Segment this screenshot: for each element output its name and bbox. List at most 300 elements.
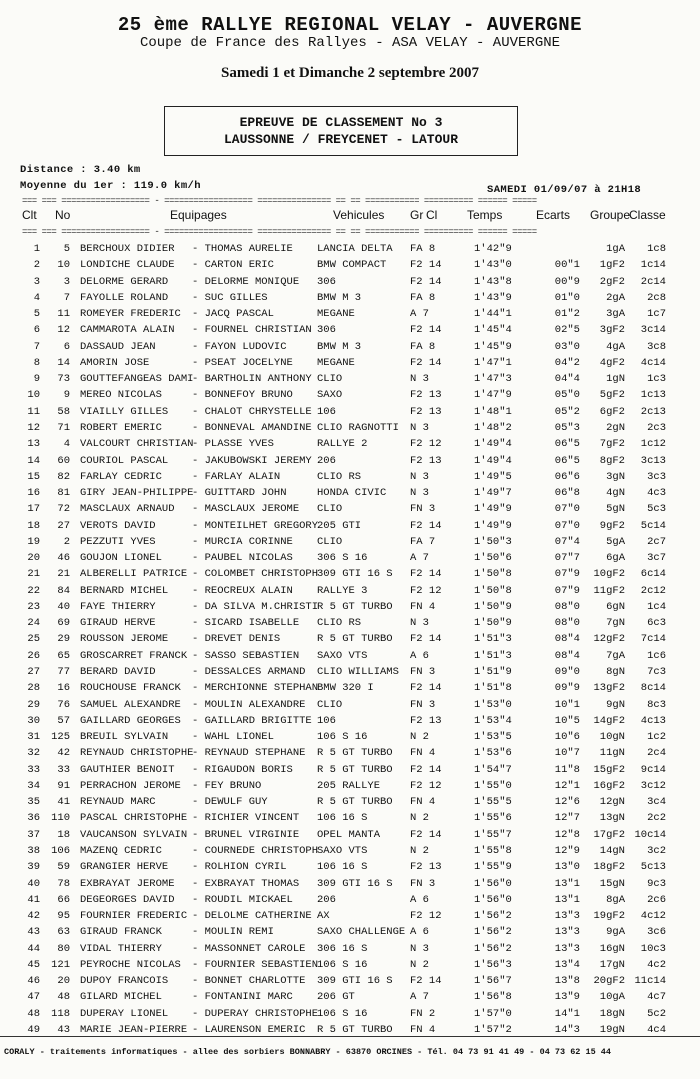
cell-time: 1'51"3 [474,649,512,662]
stage-route: LAUSSONNE / FREYCENET - LATOUR [223,132,459,147]
table-row [0,389,700,405]
cell-group-class: FN 3 [410,503,436,516]
cell-time: 1'43"0 [474,259,512,272]
cell-driver: VIDAL THIERRY [80,942,162,955]
cell-driver: MARIE JEAN-PIERRE [80,1023,188,1036]
cell-group-rank: 5gF2 [599,389,625,402]
cell-car-number: 41 [57,796,70,809]
cell-gap: 11"8 [554,763,580,776]
cell-class-rank: 2c3 [647,421,666,434]
cell-class-rank: 4c14 [640,356,666,369]
table-row [0,438,700,454]
cell-group-class: A 7 [410,308,429,321]
cell-class-rank: 4c12 [640,910,666,923]
cell-codriver: - FEY BRUNO [192,779,262,792]
col-crews: Equipages [170,208,227,222]
cell-time: 1'51"3 [474,633,512,646]
cell-rank: 14 [27,454,40,467]
cell-codriver: - SICARD ISABELLE [192,617,300,630]
cell-vehicle: 306 [317,324,336,337]
cell-time: 1'43"9 [474,291,512,304]
col-class: Classe [629,208,666,222]
cell-class-rank: 2c14 [640,275,666,288]
cell-group-class: F2 13 [410,454,442,467]
cell-rank: 18 [27,519,40,532]
cell-time: 1'43"8 [474,275,512,288]
cell-gap: 01"2 [554,308,580,321]
cell-codriver: - JAKUBOWSKI JEREMY [192,454,312,467]
cell-gap: 12"7 [554,812,580,825]
table-row [0,259,700,275]
cell-vehicle: 106 16 S [317,812,368,825]
cell-group-rank: 18gF2 [593,861,625,874]
cell-group-class: A 6 [410,893,429,906]
cell-rank: 26 [27,649,40,662]
cell-driver: GOUJON LIONEL [80,552,162,565]
cell-codriver: - EXBRAYAT THOMAS [192,877,300,890]
cell-group-rank: 9gA [606,926,625,939]
cell-group-rank: 13gN [599,812,625,825]
cell-vehicle: RALLYE 2 [317,438,368,451]
cell-class-rank: 5c2 [647,1007,666,1020]
cell-vehicle: CLIO [317,373,343,386]
cell-vehicle: BMW M 3 [317,340,362,353]
cell-driver: MEREO NICOLAS [80,389,162,402]
cell-time: 1'56"7 [474,975,512,988]
cell-codriver: - MURCIA CORINNE [192,535,293,548]
cell-class-rank: 8c14 [640,682,666,695]
cell-class-rank: 5c13 [640,861,666,874]
table-row [0,666,700,682]
cell-driver: ROUSSON JEROME [80,633,169,646]
cell-group-rank: 19gF2 [593,910,625,923]
cell-class-rank: 3c7 [647,552,666,565]
cell-time: 1'45"4 [474,324,512,337]
cell-class-rank: 6c14 [640,568,666,581]
cell-vehicle: HONDA CIVIC [317,487,387,500]
cell-time: 1'55"9 [474,861,512,874]
cell-class-rank: 9c3 [647,877,666,890]
cell-gap: 07"9 [554,568,580,581]
cell-group-rank: 16gF2 [593,779,625,792]
cell-class-rank: 11c14 [634,975,666,988]
cell-vehicle: SAXO [317,389,343,402]
cell-class-rank: 4c13 [640,714,666,727]
cell-group-class: A 6 [410,649,429,662]
cell-car-number: 81 [57,487,70,500]
cell-group-rank: 1gF2 [599,259,625,272]
cell-rank: 6 [33,324,40,337]
table-row [0,650,700,666]
cell-codriver: - DELOLME CATHERINE [192,910,312,923]
cell-rank: 40 [27,877,40,890]
cell-time: 1'50"9 [474,617,512,630]
cell-vehicle: CLIO RAGNOTTI [317,421,399,434]
cell-rank: 44 [27,942,40,955]
cell-group-class: F2 14 [410,975,442,988]
footer-text: CORALY - traitements informatiques - allee des sorbiers BONNABRY - 63870 ORCINES - Tél. 04 73 91 41 49 - 04 73 62 15 44 [4,1047,611,1057]
cell-codriver: - GUITTARD JOHN [192,487,287,500]
cell-group-rank: 14gF2 [593,714,625,727]
table-row [0,633,700,649]
cell-gap: 00"1 [554,259,580,272]
cell-vehicle: 206 [317,454,336,467]
table-row [0,845,700,861]
cell-driver: BREUIL SYLVAIN [80,731,169,744]
cell-car-number: 14 [57,356,70,369]
cell-group-class: F2 14 [410,568,442,581]
cell-group-class: F2 14 [410,633,442,646]
cell-group-class: A 7 [410,991,429,1004]
cell-driver: FOURNIER FREDERIC [80,910,188,923]
cell-group-class: FN 3 [410,666,436,679]
cell-time: 1'55"0 [474,779,512,792]
cell-group-class: F2 12 [410,584,442,597]
cell-rank: 13 [27,438,40,451]
cell-time: 1'55"5 [474,796,512,809]
cell-group-rank: 8gF2 [599,454,625,467]
cell-car-number: 121 [51,958,70,971]
cell-group-rank: 11gN [599,747,625,760]
cell-group-rank: 2gF2 [599,275,625,288]
cell-group-rank: 18gN [599,1007,625,1020]
table-row [0,910,700,926]
table-row [0,503,700,519]
cell-gap: 06"5 [554,454,580,467]
cell-time: 1'49"4 [474,454,512,467]
cell-class-rank: 1c6 [647,649,666,662]
cell-group-class: FA 7 [410,535,436,548]
cell-rank: 33 [27,763,40,776]
cell-class-rank: 3c4 [647,796,666,809]
cell-codriver: - SUC GILLES [192,291,268,304]
cell-rank: 23 [27,600,40,613]
cell-time: 1'57"2 [474,1023,512,1036]
cell-class-rank: 1c3 [647,373,666,386]
cell-driver: GILARD MICHEL [80,991,162,1004]
cell-class-rank: 2c2 [647,812,666,825]
cell-time: 1'55"6 [474,812,512,825]
cell-gap: 07"0 [554,519,580,532]
cell-gap: 14"3 [554,1023,580,1036]
cell-gap: 10"5 [554,714,580,727]
cell-class-rank: 3c14 [640,324,666,337]
cell-group-rank: 2gA [606,291,625,304]
cell-time: 1'48"1 [474,405,512,418]
cell-group-class: N 2 [410,844,429,857]
cell-rank: 17 [27,503,40,516]
cell-driver: ROBERT EMERIC [80,421,162,434]
cell-car-number: 27 [57,519,70,532]
cell-driver: GOUTTEFANGEAS DAMI [80,373,194,386]
cell-codriver: - DREVET DENIS [192,633,281,646]
cell-vehicle: 106 [317,714,336,727]
cell-group-rank: 12gF2 [593,633,625,646]
cell-car-number: 42 [57,747,70,760]
cell-group-rank: 3gA [606,308,625,321]
cell-rank: 19 [27,535,40,548]
cell-driver: DUPOY FRANCOIS [80,975,169,988]
cell-driver: REYNAUD MARC [80,796,156,809]
cell-group-rank: 6gA [606,552,625,565]
cell-driver: ROMEYER FREDERIC [80,308,181,321]
cell-group-class: A 6 [410,926,429,939]
cell-rank: 1 [33,243,40,255]
cell-rank: 22 [27,584,40,597]
cell-group-rank: 15gN [599,877,625,890]
cell-time: 1'56"2 [474,910,512,923]
cell-class-rank: 10c14 [634,828,666,841]
cell-codriver: - DA SILVA M.CHRISTI [192,600,319,613]
cell-time: 1'51"8 [474,682,512,695]
cell-vehicle: SAXO VTS [317,649,368,662]
cell-vehicle: CLIO [317,698,343,711]
table-row [0,601,700,617]
table-row [0,861,700,877]
cell-rank: 36 [27,812,40,825]
cell-codriver: - BONNEFOY BRUNO [192,389,293,402]
cell-rank: 12 [27,421,40,434]
cell-gap: 08"4 [554,633,580,646]
cell-car-number: 48 [57,991,70,1004]
table-row [0,780,700,796]
cell-group-rank: 10gF2 [593,568,625,581]
cell-car-number: 7 [63,291,70,304]
cell-time: 1'57"0 [474,1007,512,1020]
cell-rank: 49 [27,1023,40,1036]
cell-codriver: - MOULIN REMI [192,926,274,939]
cell-class-rank: 1c13 [640,389,666,402]
average-speed: Moyenne du 1er : 119.0 km/h [20,180,201,192]
cell-codriver: - COLOMBET CHRISTOPH [192,568,319,581]
cell-driver: ROUCHOUSE FRANCK [80,682,181,695]
cell-car-number: 65 [57,649,70,662]
cell-codriver: - REOCREUX ALAIN [192,584,293,597]
cell-rank: 15 [27,470,40,483]
cell-class-rank: 5c3 [647,503,666,516]
cell-codriver: - RIGAUDON BORIS [192,763,293,776]
cell-car-number: 66 [57,893,70,906]
cell-group-class: FN 4 [410,747,436,760]
cell-car-number: 106 [51,844,70,857]
cell-driver: BERARD DAVID [80,666,156,679]
cell-time: 1'45"9 [474,340,512,353]
cell-class-rank: 10c3 [640,942,666,955]
cell-car-number: 16 [57,682,70,695]
cell-codriver: - PAUBEL NICOLAS [192,552,293,565]
cell-group-rank: 5gA [606,535,625,548]
table-row [0,552,700,568]
cell-group-class: F2 14 [410,519,442,532]
cell-group-rank: 1gA [606,243,625,255]
cell-time: 1'56"2 [474,926,512,939]
cell-codriver: - ROUDIL MICKAEL [192,893,293,906]
cell-class-rank: 1c8 [647,243,666,255]
cell-group-class: F2 14 [410,828,442,841]
cell-vehicle: CLIO [317,535,343,548]
cell-vehicle: CLIO [317,503,343,516]
cell-car-number: 95 [57,910,70,923]
cell-gap: 03"0 [554,340,580,353]
cell-class-rank: 1c12 [640,438,666,451]
cell-rank: 24 [27,617,40,630]
cell-rank: 25 [27,633,40,646]
cell-driver: GRANGIER HERVE [80,861,169,874]
table-row [0,926,700,942]
cell-group-rank: 1gN [606,373,625,386]
cell-gap: 13"8 [554,975,580,988]
cell-time: 1'51"9 [474,666,512,679]
cell-gap: 08"4 [554,649,580,662]
table-row [0,812,700,828]
cell-gap: 14"1 [554,1007,580,1020]
cell-class-rank: 7c14 [640,633,666,646]
col-group: Groupe [590,208,631,222]
cell-group-class: FN 4 [410,1023,436,1036]
cell-car-number: 6 [63,340,70,353]
cell-group-class: A 7 [410,552,429,565]
cell-group-class: FA 8 [410,291,436,304]
cell-vehicle: 306 [317,275,336,288]
cell-vehicle: OPEL MANTA [317,828,381,841]
cell-class-rank: 4c3 [647,487,666,500]
cell-rank: 3 [33,275,40,288]
cell-codriver: - PSEAT JOCELYNE [192,356,293,369]
cell-time: 1'55"8 [474,844,512,857]
cell-vehicle: SAXO VTS [317,844,368,857]
cell-codriver: - BONNEVAL AMANDINE [192,421,312,434]
cell-rank: 43 [27,926,40,939]
cell-codriver: - FONTANINI MARC [192,991,293,1004]
cell-rank: 30 [27,714,40,727]
cell-rank: 27 [27,666,40,679]
cell-group-class: N 3 [410,421,429,434]
cell-class-rank: 1c4 [647,600,666,613]
cell-class-rank: 2c7 [647,535,666,548]
cell-codriver: - DESSALCES ARMAND [192,666,306,679]
cell-rank: 7 [33,340,40,353]
footer-rule [0,1036,700,1037]
table-row [0,373,700,389]
cell-time: 1'56"3 [474,958,512,971]
col-time: Temps [467,208,503,222]
table-row [0,324,700,340]
table-row [0,682,700,698]
cell-rank: 11 [27,405,40,418]
cell-car-number: 21 [57,568,70,581]
table-row [0,731,700,747]
cell-vehicle: 309 GTI 16 S [317,568,393,581]
cell-codriver: - CARTON ERIC [192,259,274,272]
cell-class-rank: 3c12 [640,779,666,792]
cell-time: 1'50"8 [474,584,512,597]
cell-group-rank: 8gA [606,893,625,906]
cell-class-rank: 1c7 [647,308,666,321]
table-row [0,1008,700,1024]
cell-gap: 07"9 [554,584,580,597]
cell-codriver: - ROLHION CYRIL [192,861,287,874]
cell-group-rank: 4gA [606,340,625,353]
cell-driver: DUPERAY LIONEL [80,1007,169,1020]
table-row [0,308,700,324]
cell-vehicle: AX [317,910,330,923]
table-row [0,471,700,487]
cell-group-class: F2 12 [410,438,442,451]
cell-group-class: FN 3 [410,698,436,711]
cell-car-number: 2 [63,535,70,548]
cell-group-rank: 8gN [606,666,625,679]
cell-group-rank: 19gN [599,1023,625,1036]
cell-rank: 2 [33,259,40,272]
table-row [0,894,700,910]
cell-driver: AMORIN JOSE [80,356,150,369]
cell-group-class: N 3 [410,487,429,500]
table-row [0,975,700,991]
cell-driver: VEROTS DAVID [80,519,156,532]
cell-car-number: 58 [57,405,70,418]
cell-vehicle: CLIO WILLIAMS [317,666,399,679]
cell-time: 1'49"9 [474,519,512,532]
cell-group-rank: 7gF2 [599,438,625,451]
cell-group-rank: 15gF2 [593,763,625,776]
cell-group-class: FN 4 [410,796,436,809]
table-row [0,276,700,292]
cell-rank: 35 [27,796,40,809]
cell-group-class: FN 4 [410,600,436,613]
table-row [0,699,700,715]
cell-vehicle: R 5 GT TURBO [317,763,393,776]
cell-group-class: N 2 [410,812,429,825]
table-row [0,959,700,975]
table-row [0,585,700,601]
cell-group-rank: 7gN [606,617,625,630]
cell-gap: 06"6 [554,470,580,483]
cell-driver: MASCLAUX ARNAUD [80,503,175,516]
cell-gap: 13"3 [554,926,580,939]
table-row [0,357,700,373]
cell-vehicle: R 5 GT TURBO [317,633,393,646]
cell-vehicle: CLIO RS [317,617,362,630]
cell-group-class: N 3 [410,373,429,386]
cell-group-class: FN 3 [410,877,436,890]
table-row [0,943,700,959]
cell-class-rank: 2c6 [647,893,666,906]
cell-group-rank: 2gN [606,421,625,434]
cell-gap: 12"6 [554,796,580,809]
table-row [0,568,700,584]
cell-group-rank: 9gF2 [599,519,625,532]
cell-car-number: 80 [57,942,70,955]
cell-car-number: 76 [57,698,70,711]
cell-group-rank: 12gN [599,796,625,809]
cell-time: 1'49"4 [474,438,512,451]
cell-car-number: 4 [63,438,70,451]
table-row [0,520,700,536]
col-gr: Gr [410,208,424,222]
cell-time: 1'50"8 [474,568,512,581]
cell-codriver: - JACQ PASCAL [192,308,274,321]
cell-rank: 4 [33,291,40,304]
cell-codriver: - COURNEDE CHRISTOPH [192,844,319,857]
cell-car-number: 91 [57,779,70,792]
cell-rank: 45 [27,958,40,971]
cell-group-rank: 7gA [606,649,625,662]
cell-time: 1'49"5 [474,470,512,483]
cell-time: 1'47"9 [474,389,512,402]
cell-time: 1'53"6 [474,747,512,760]
cell-codriver: - THOMAS AURELIE [192,243,293,255]
table-row [0,747,700,763]
